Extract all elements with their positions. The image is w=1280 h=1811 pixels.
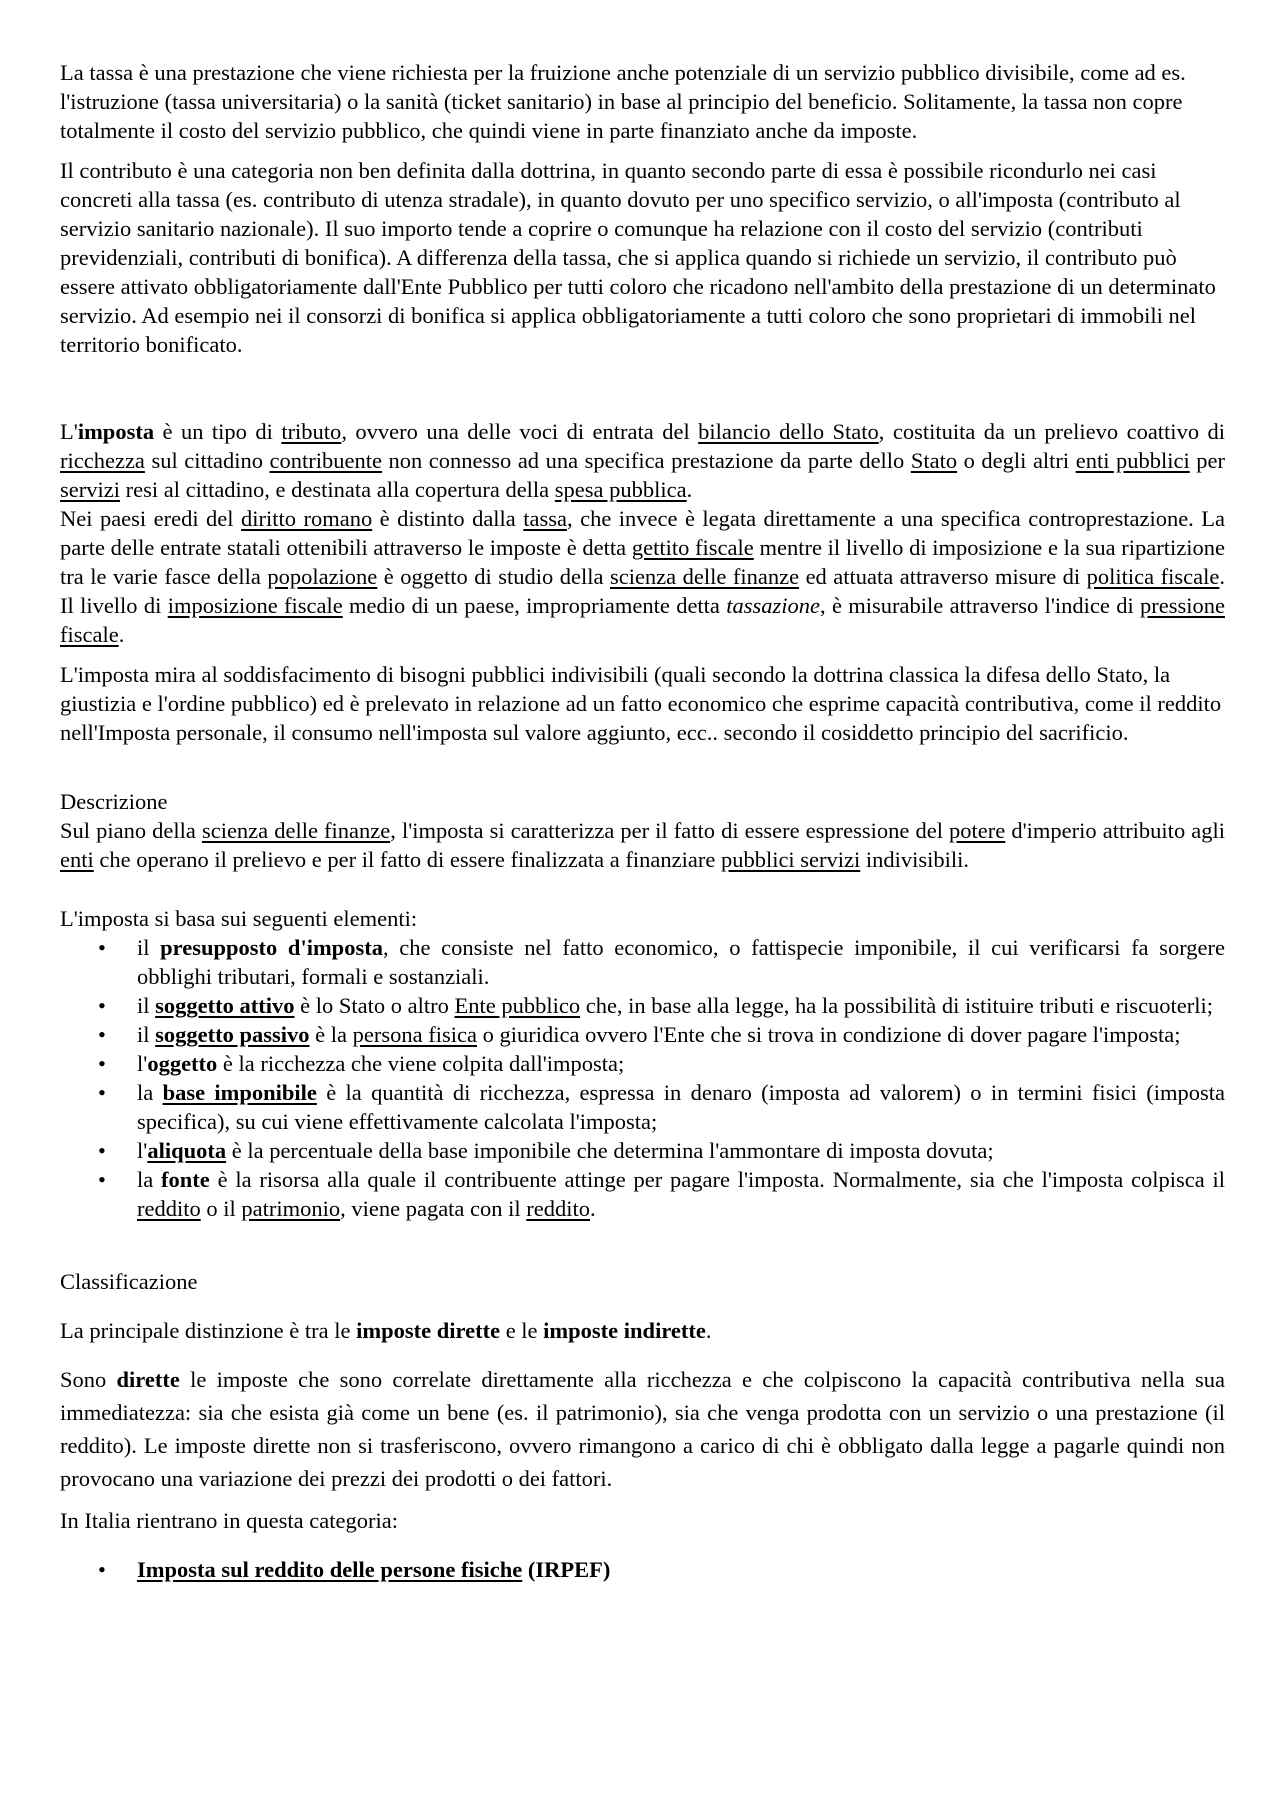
list-item-aliquota: • l'aliquota è la percentuale della base imponibile che determina l'ammontare di imposta dovuta; — [98, 1138, 994, 1163]
link-pubblici-servizi[interactable]: pubblici servizi — [720, 847, 861, 872]
link-reddito-2[interactable]: reddito — [526, 1196, 591, 1221]
link-irpef[interactable]: Imposta sul reddito delle persone fisiche — [137, 1557, 523, 1582]
list-item-oggetto: • l'oggetto è la ricchezza che viene colpita dall'imposta; — [98, 1051, 625, 1076]
link-potere[interactable]: potere — [949, 818, 1006, 843]
link-stato[interactable]: Stato — [910, 448, 958, 473]
term-imposte-indirette: imposte indirette — [543, 1318, 706, 1343]
link-enti-pubblici[interactable]: enti pubblici — [1075, 448, 1190, 473]
list-item-presupposto: • il presupposto d'imposta, che consiste nel fatto economico, o fattispecie imponibile, il cui verificarsi fa sorgere obblighi tributari, formali e sostanziali. — [98, 935, 1225, 989]
term-presupposto: presupposto d'imposta — [160, 935, 383, 960]
term-dirette: dirette — [116, 1367, 180, 1392]
link-bilancio-dello-stato[interactable]: bilancio dello Stato — [698, 419, 879, 444]
list-item-fonte: • la fonte è la risorsa alla quale il contribuente attinge per pagare l'imposta. Normalmente, sia che l'imposta colpisca il reddito o il patrimonio, viene pagata con il reddito. — [98, 1167, 1225, 1221]
paragraph-diritto-romano: Nei paesi eredi del diritto romano è distinto dalla tassa, che invece è legata direttamente a una specifica controprestazione. La parte delle entrate statali ottenibili attraverso le imposte è detta gettito fiscale mentre il livello di imposizione e la sua ripartizione tra le varie fasce della popolazione è oggetto di studio della scienza delle finanze ed attuata attraverso misure di politica fiscale. Il livello di imposizione fiscale medio di un paese, impropriamente detta tassazione, è misurabile attraverso l'indice di pressione fiscale. — [60, 506, 1226, 647]
link-pressione-fiscale[interactable]: pressione fiscale — [60, 593, 1225, 647]
link-ricchezza[interactable]: ricchezza — [60, 448, 145, 473]
term-fonte: fonte — [161, 1167, 210, 1192]
link-soggetto-attivo[interactable]: soggetto attivo — [155, 993, 295, 1018]
link-spesa-pubblica[interactable]: spesa pubblica — [554, 477, 687, 502]
link-servizi[interactable]: servizi — [60, 477, 120, 502]
link-soggetto-passivo[interactable]: soggetto passivo — [155, 1022, 310, 1047]
paragraph-contributo: Il contributo è una categoria non ben definita dalla dottrina, in quanto secondo parte di essa è possibile ricondurlo nei casi concreti alla tassa (es. contributo di utenza stradale), in quanto dovuto per uno specifico servizio, o all'imposta (contributo al servizio sanitario nazionale). Il suo importo tende a coprire o comunque ha relazione con il costo del servizio (contributi previdenziali, contributi di bonifica). A differenza della tassa, che si applica quando si richiede un servizio, il contributo può essere attivato obbligatoriamente dall'Ente Pubblico per tutti coloro che ricadono nell'ambito della prestazione di un determinato servizio. Ad esempio nei il consorzi di bonifica si applica obbligatoriamente a tutti coloro che sono proprietari di immobili nel territorio bonificato. — [60, 158, 1216, 357]
list-item-soggetto-attivo: • il soggetto attivo è lo Stato o altro Ente pubblico che, in base alla legge, ha la possibilità di istituire tributi e riscuoterli; — [98, 993, 1214, 1018]
link-tassa[interactable]: tassa — [523, 506, 568, 531]
paragraph-bisogni-pubblici: L'imposta mira al soddisfacimento di bisogni pubblici indivisibili (quali secondo la dottrina classica la difesa dello Stato, la giustizia e l'ordine pubblico) ed è prelevato in relazione ad un fatto economico che esprime capacità contributiva, come il reddito nell'Imposta personale, il consumo nell'imposta sul valore aggiunto, ecc.. secondo il cosiddetto principio del sacrificio. — [60, 662, 1222, 745]
link-contribuente[interactable]: contribuente — [269, 448, 382, 473]
term-oggetto: oggetto — [147, 1051, 218, 1076]
elementi-list — [60, 933, 1225, 1223]
term-imposta: imposta — [77, 419, 155, 444]
bullet-icon: • — [98, 1051, 106, 1076]
link-reddito[interactable]: reddito — [137, 1196, 201, 1221]
bullet-icon: • — [98, 1022, 106, 1047]
link-gettito-fiscale[interactable]: gettito fiscale — [631, 535, 754, 560]
list-item-base-imponibile: • la base imponibile è la quantità di ricchezza, espressa in denaro (imposta ad valorem) o in termini fisici (imposta specifica), su cui viene effettivamente calcolata l'imposta; — [98, 1080, 1225, 1134]
paragraph-imposta-definizione: L'imposta è un tipo di tributo, ovvero una delle voci di entrata del bilancio dello Stato, costituita da un prelievo coattivo di ricchezza sul cittadino contribuente non connesso ad una specifica prestazione da parte dello Stato o degli altri enti pubblici per servizi resi al cittadino, e destinata alla copertura della spesa pubblica. — [60, 419, 1226, 502]
bullet-icon: • — [98, 1557, 106, 1582]
list-item-irpef — [60, 1555, 1225, 1584]
paragraph-distinzione: La principale distinzione è tra le imposte dirette e le imposte indirette. — [60, 1318, 712, 1343]
paragraph-dirette: Sono dirette le imposte che sono correlate direttamente alla ricchezza e che colpiscono la capacità contributiva nella sua immediatezza: sia che esista già come un bene (es. il patrimonio), sia che venga prodotta con un servizio o una prestazione (il reddito). Le imposte dirette non si trasferiscono, ovvero rimangono a carico di chi è obbligato dalla legge a pagarle quindi non provocano una variazione dei prezzi dei prodotti o dei fattori. — [60, 1367, 1225, 1491]
link-persona-fisica[interactable]: persona fisica — [352, 1022, 477, 1047]
link-politica-fiscale[interactable]: politica fiscale — [1086, 564, 1220, 589]
link-enti[interactable]: enti — [60, 847, 94, 872]
link-scienza-delle-finanze[interactable]: scienza delle finanze — [609, 564, 800, 589]
list-item-soggetto-passivo: • il soggetto passivo è la persona fisica o giuridica ovvero l'Ente che si trova in condizione di dover pagare l'imposta; — [98, 1022, 1181, 1047]
paragraph-tassa: La tassa è una prestazione che viene richiesta per la fruizione anche potenziale di un servizio pubblico divisibile, come ad es. l'istruzione (tassa universitaria) o la sanità (ticket sanitario) in base al principio del beneficio. Solitamente, la tassa non copre totalmente il costo del servizio pubblico, che quindi viene in parte finanziato anche da imposte. — [60, 60, 1186, 143]
link-patrimonio[interactable]: patrimonio — [241, 1196, 341, 1221]
link-base-imponibile[interactable]: base imponibile — [162, 1080, 317, 1105]
elementi-intro: L'imposta si basa sui seguenti elementi: — [60, 906, 418, 931]
link-imposizione-fiscale[interactable]: imposizione fiscale — [167, 593, 343, 618]
bullet-icon: • — [98, 935, 106, 960]
paragraph-italia: In Italia rientrano in questa categoria: — [60, 1508, 398, 1533]
link-popolazione[interactable]: popolazione — [267, 564, 378, 589]
heading-classificazione: Classificazione — [60, 1269, 198, 1294]
imposte-dirette-list — [60, 1555, 1225, 1584]
heading-descrizione: Descrizione — [60, 789, 168, 814]
term-tassazione: tassazione — [726, 593, 821, 618]
link-aliquota[interactable]: aliquota — [147, 1138, 227, 1163]
bullet-icon: • — [98, 1167, 106, 1192]
term-imposte-dirette: imposte dirette — [356, 1318, 501, 1343]
bullet-icon: • — [98, 993, 106, 1018]
link-diritto-romano[interactable]: diritto romano — [241, 506, 373, 531]
link-ente-pubblico[interactable]: Ente pubblico — [454, 993, 581, 1018]
link-tributo[interactable]: tributo — [281, 419, 342, 444]
bullet-icon: • — [98, 1080, 106, 1105]
bullet-icon: • — [98, 1138, 106, 1163]
paragraph-descrizione: Sul piano della scienza delle finanze, l'imposta si caratterizza per il fatto di essere espressione del potere d'imperio attribuito agli enti che operano il prelievo e per il fatto di essere finalizzata a finanziare pubblici servizi indivisibili. — [60, 818, 1226, 872]
link-scienza-delle-finanze-2[interactable]: scienza delle finanze — [201, 818, 391, 843]
irpef-acronym: (IRPEF) — [522, 1557, 611, 1582]
